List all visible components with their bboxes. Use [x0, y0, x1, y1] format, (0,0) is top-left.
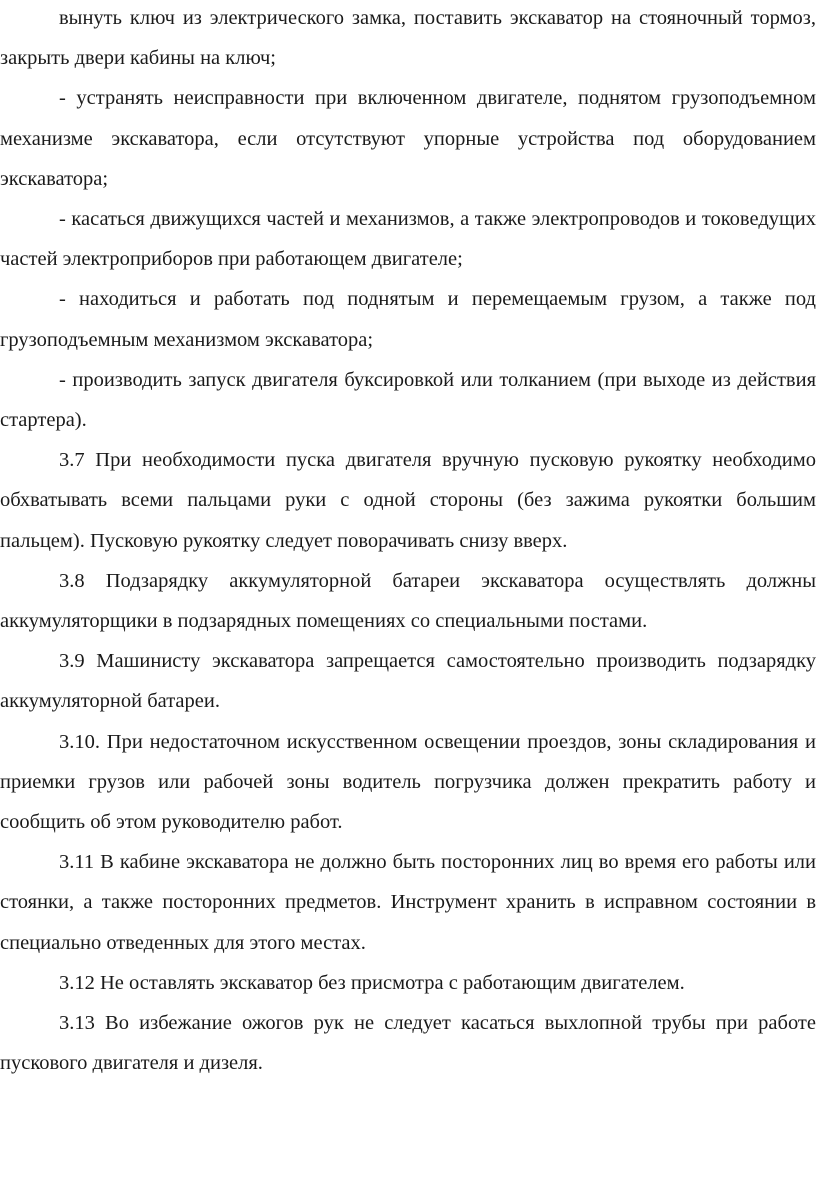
- paragraph-3-12: 3.12 Не оставлять экскаватор без присмотра с работающим двигателем.: [59, 971, 685, 994]
- paragraph-prohibition-towing-start: - производить запуск двигателя буксировкой или толканием (при выходе из действия стартера).: [0, 368, 816, 432]
- paragraph-prohibition-moving-parts: - касаться движущихся частей и механизмов, а также электропроводов и токоведущих частей электроприборов при работающем двигателе;: [0, 208, 816, 271]
- paragraph-3-10: 3.10. При недостаточном искусственном освещении проездов, зоны складирования и приемки грузов или рабочей зоны водитель погрузчика должен прекратить работу и сообщить об этом руководителю работ.: [0, 730, 816, 834]
- paragraph-3-13: 3.13 Во избежание ожогов рук не следует касаться выхлопной трубы при работе пускового двигателя и дизеля.: [0, 1012, 816, 1075]
- paragraph-prohibition-under-load: - находиться и работать под поднятым и перемещаемым грузом, а также под грузоподъемным механизмом экскаватора;: [0, 288, 816, 351]
- paragraph-3-9: 3.9 Машинисту экскаватора запрещается самостоятельно производить подзарядку аккумуляторной батареи.: [0, 650, 816, 713]
- paragraph-3-11: 3.11 В кабине экскаватора не должно быть посторонних лиц во время его работы или стоянки, а также посторонних предметов. Инструмент хранить в исправном состоянии в специально отведенных для этого местах.: [0, 851, 816, 954]
- paragraph-3-7: 3.7 При необходимости пуска двигателя вручную пусковую рукоятку необходимо обхватывать всеми пальцами руки с одной стороны (без зажима рукоятки большим пальцем). Пусковую рукоятку следует поворачивать снизу вверх.: [0, 449, 816, 552]
- paragraph-prohibition-faults: - устранять неисправности при включенном двигателе, поднятом грузоподъемном механизме экскаватора, если отсутствуют упорные устройства под оборудованием экскаватора;: [0, 87, 816, 190]
- paragraph-3-8: 3.8 Подзарядку аккумуляторной батареи экскаватора осуществлять должны аккумуляторщики в подзарядных помещениях со специальными постами.: [0, 569, 816, 633]
- paragraph-continuation: вынуть ключ из электрического замка, поставить экскаватор на стояночный тормоз, закрыть двери кабины на ключ;: [0, 7, 816, 70]
